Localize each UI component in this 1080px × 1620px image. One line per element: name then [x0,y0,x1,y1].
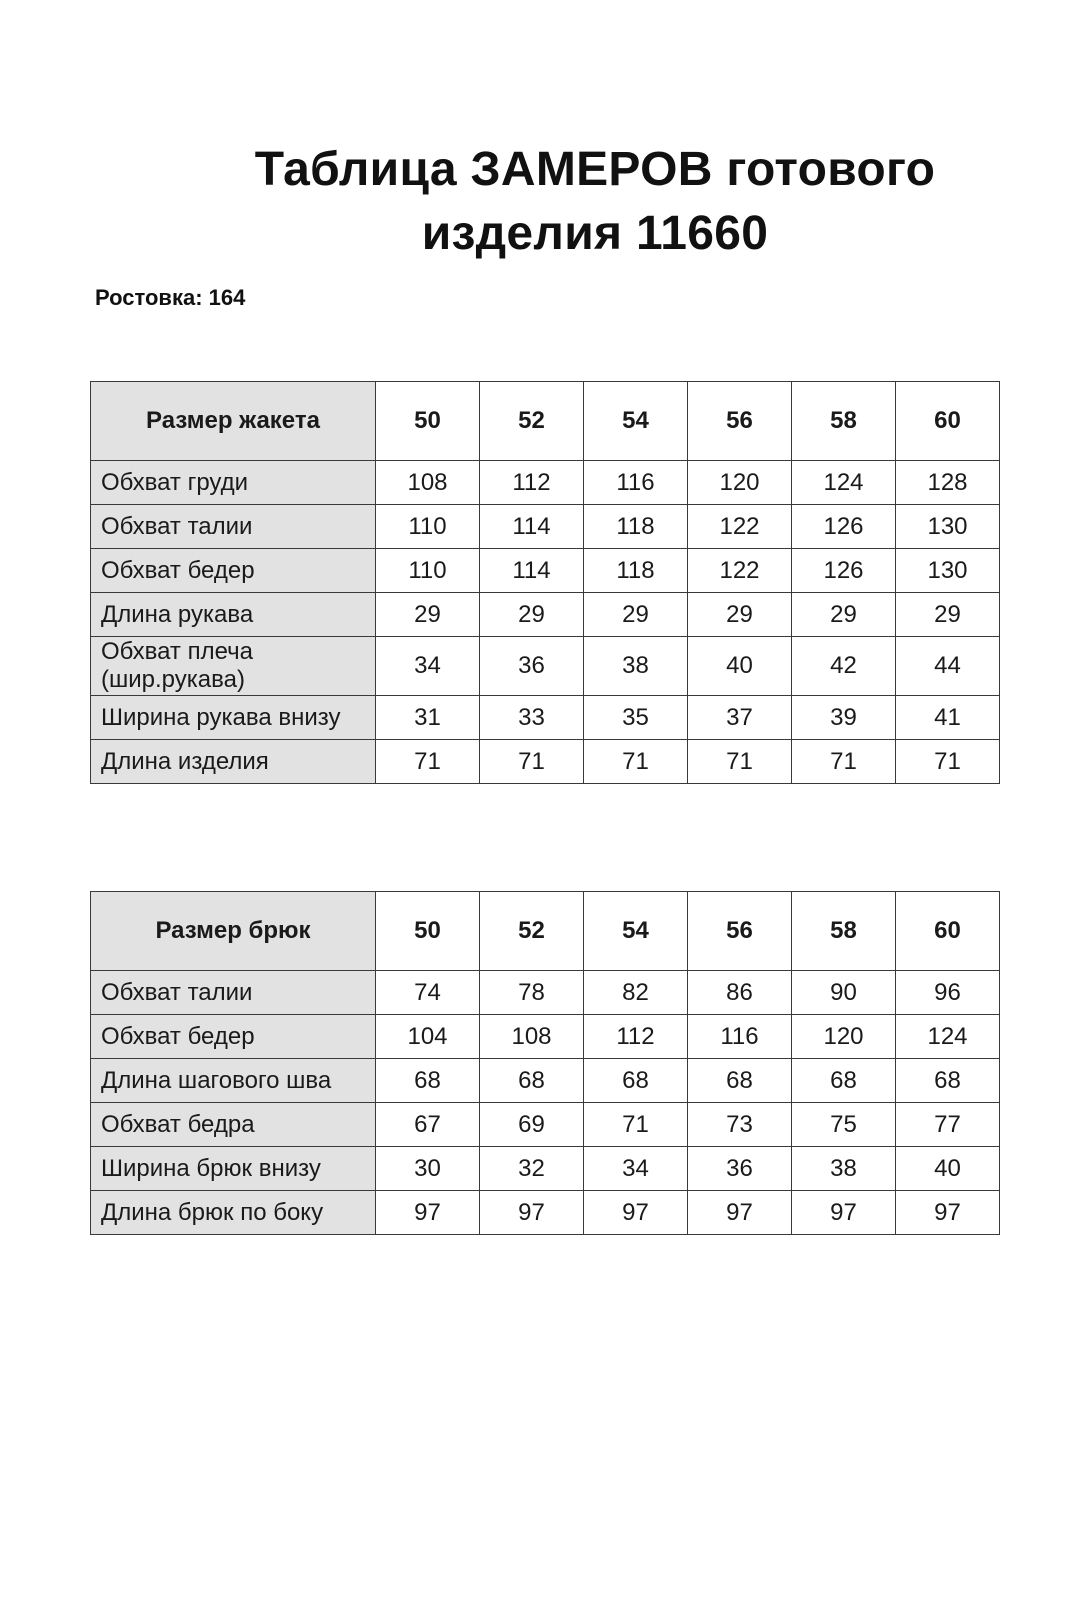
table-cell: 41 [896,696,1000,740]
table-cell: 68 [792,1059,896,1103]
table-cell: 90 [792,971,896,1015]
pants-size-table [90,891,1000,1235]
table-cell: 96 [896,971,1000,1015]
size-header: 54 [584,892,688,971]
table-cell: 39 [792,696,896,740]
size-header: 60 [896,382,1000,461]
table-cell: 29 [376,593,480,637]
table-cell: 86 [688,971,792,1015]
table-cell: 116 [584,461,688,505]
table-cell: 29 [896,593,1000,637]
jacket-size-header: Размер жакета [91,382,376,461]
table-cell: 97 [480,1191,584,1235]
table-cell: 97 [584,1191,688,1235]
size-header: 52 [480,892,584,971]
table-row [91,1191,1000,1235]
size-header: 58 [792,382,896,461]
table-cell: 71 [896,740,1000,784]
size-header: 60 [896,892,1000,971]
table-header-row [91,892,1000,971]
table-cell: 82 [584,971,688,1015]
table-cell: 124 [896,1015,1000,1059]
table-row [91,461,1000,505]
table-cell: 97 [792,1191,896,1235]
size-header: 50 [376,892,480,971]
size-header: 56 [688,382,792,461]
row-label: Длина рукава [91,593,376,637]
height-note: Ростовка: 164 [95,285,246,310]
table-cell: 120 [688,461,792,505]
table-cell: 118 [584,549,688,593]
table-cell: 130 [896,549,1000,593]
table-cell: 120 [792,1015,896,1059]
row-label: Обхват бедер [91,549,376,593]
table-cell: 97 [896,1191,1000,1235]
table-cell: 69 [480,1103,584,1147]
table-cell: 71 [688,740,792,784]
table-cell: 110 [376,505,480,549]
table-cell: 29 [480,593,584,637]
table-row [91,549,1000,593]
table-cell: 29 [584,593,688,637]
row-label: Обхват бедер [91,1015,376,1059]
table-cell: 71 [480,740,584,784]
table-cell: 32 [480,1147,584,1191]
table-cell: 44 [896,637,1000,696]
row-label: Обхват талии [91,971,376,1015]
table-cell: 74 [376,971,480,1015]
page-title [175,138,1015,266]
table-cell: 29 [688,593,792,637]
size-header: 56 [688,892,792,971]
table-row [91,1059,1000,1103]
table-cell: 33 [480,696,584,740]
row-label: Ширина рукава внизу [91,696,376,740]
table-row [91,1015,1000,1059]
table-cell: 68 [480,1059,584,1103]
table-cell: 71 [792,740,896,784]
table-cell: 108 [480,1015,584,1059]
table-cell: 38 [584,637,688,696]
table-cell: 97 [376,1191,480,1235]
table-cell: 122 [688,505,792,549]
table-cell: 77 [896,1103,1000,1147]
size-header: 52 [480,382,584,461]
row-label: Длина шагового шва [91,1059,376,1103]
table-row [91,696,1000,740]
table-cell: 37 [688,696,792,740]
table-cell: 110 [376,549,480,593]
table-cell: 114 [480,505,584,549]
table-cell: 67 [376,1103,480,1147]
table-cell: 29 [792,593,896,637]
table-cell: 116 [688,1015,792,1059]
table-cell: 40 [688,637,792,696]
table-cell: 104 [376,1015,480,1059]
row-label: Обхват талии [91,505,376,549]
table-cell: 68 [376,1059,480,1103]
table-cell: 40 [896,1147,1000,1191]
size-header: 54 [584,382,688,461]
table-cell: 38 [792,1147,896,1191]
table-cell: 36 [480,637,584,696]
table-cell: 128 [896,461,1000,505]
table-cell: 30 [376,1147,480,1191]
table-cell: 126 [792,505,896,549]
table-row [91,637,1000,696]
table-cell: 68 [584,1059,688,1103]
row-label: Длина брюк по боку [91,1191,376,1235]
table-cell: 73 [688,1103,792,1147]
table-cell: 118 [584,505,688,549]
table-cell: 35 [584,696,688,740]
pants-size-header: Размер брюк [91,892,376,971]
table-cell: 78 [480,971,584,1015]
table-cell: 71 [584,740,688,784]
table-cell: 130 [896,505,1000,549]
table-cell: 68 [896,1059,1000,1103]
table-cell: 126 [792,549,896,593]
table-cell: 34 [584,1147,688,1191]
table-row [91,505,1000,549]
table-cell: 68 [688,1059,792,1103]
table-row [91,971,1000,1015]
row-label: Ширина брюк внизу [91,1147,376,1191]
table-cell: 31 [376,696,480,740]
table-cell: 114 [480,549,584,593]
table-row [91,1103,1000,1147]
table-cell: 112 [584,1015,688,1059]
table-cell: 108 [376,461,480,505]
table-cell: 34 [376,637,480,696]
table-cell: 122 [688,549,792,593]
table-cell: 97 [688,1191,792,1235]
jacket-size-table [90,381,1000,784]
row-label: Обхват груди [91,461,376,505]
size-header: 58 [792,892,896,971]
table-cell: 71 [584,1103,688,1147]
table-cell: 42 [792,637,896,696]
table-cell: 36 [688,1147,792,1191]
table-header-row [91,382,1000,461]
page-title-line-2: изделия 11660 [421,207,769,260]
table-cell: 112 [480,461,584,505]
size-header: 50 [376,382,480,461]
table-row [91,1147,1000,1191]
table-row [91,593,1000,637]
table-cell: 124 [792,461,896,505]
table-cell: 71 [376,740,480,784]
page-title-line-1: Таблица ЗАМЕРОВ готового [254,143,936,196]
row-label: Длина изделия [91,740,376,784]
table-row [91,740,1000,784]
row-label: Обхват плеча (шир.рукава) [91,637,376,696]
row-label: Обхват бедра [91,1103,376,1147]
table-cell: 75 [792,1103,896,1147]
